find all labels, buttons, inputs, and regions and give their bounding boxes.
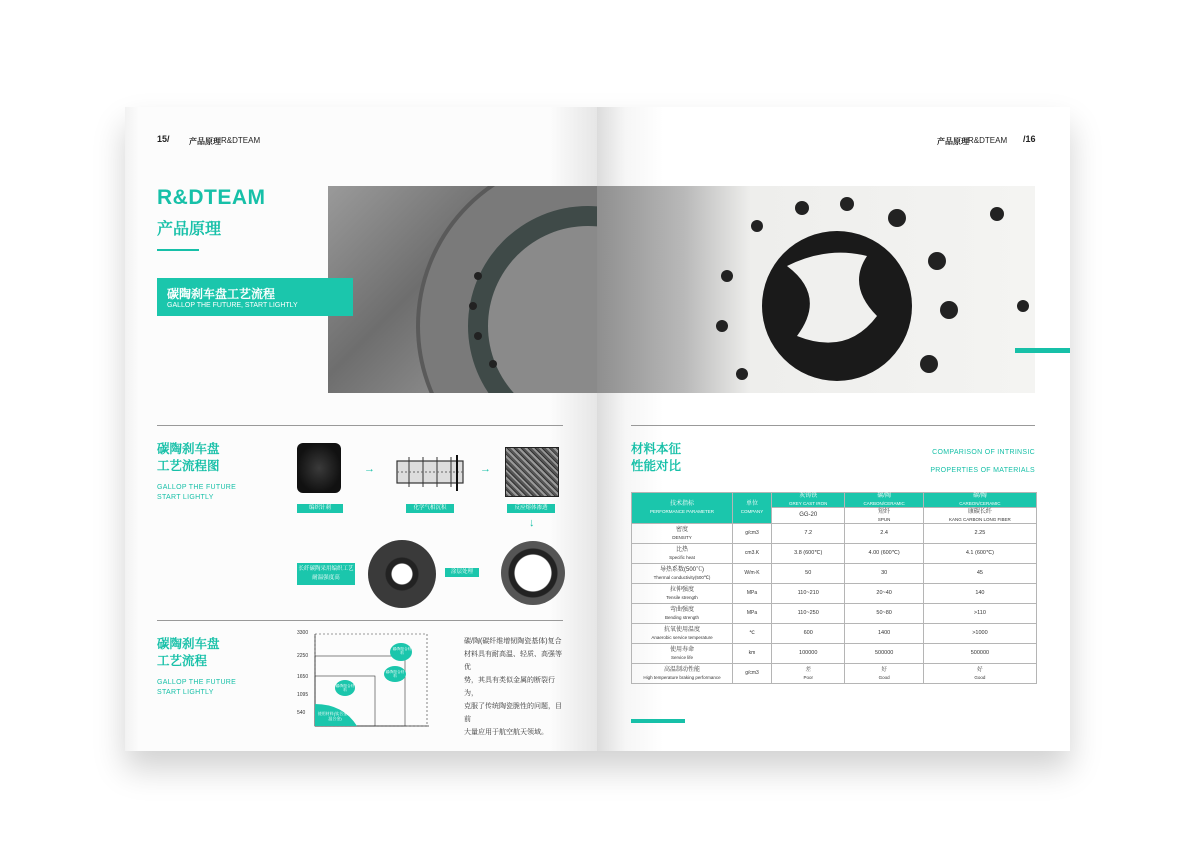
param-cell (632, 624, 733, 644)
header-col-cn: 碳/陶 (877, 493, 891, 499)
value-cell: 20~40 (845, 584, 923, 604)
value-cell: >1000 (923, 624, 1036, 644)
value-cn: 好 (881, 666, 887, 673)
header-param-cn: 技术指标 (669, 501, 694, 507)
unit-cell: g/cm3 (733, 664, 772, 684)
param-cell (632, 604, 733, 624)
value-cell: 110~210 (772, 584, 845, 604)
composite-block-image (505, 447, 559, 497)
table-row (632, 624, 1037, 644)
page-number: 15/ (157, 134, 170, 144)
y-tick: 540 (297, 710, 306, 716)
table-row (632, 604, 1037, 624)
label-material: 使用材料(钛合金/高温合金) (317, 711, 353, 721)
section1-title-line1: 碳陶刹车盘 (157, 442, 220, 456)
step-1-tag: 编织针刺 (297, 504, 343, 513)
param-en: Thermal conductivity(500℃) (653, 574, 711, 580)
unit-cell: ℃ (733, 624, 772, 644)
body-line: 碳/陶(碳纤维增韧陶瓷基体)复合 (464, 638, 562, 645)
unit-cell: MPa (733, 604, 772, 624)
section2-title-line2: 工艺流程 (157, 654, 208, 668)
value-cell: 50 (772, 564, 845, 584)
value-cell (923, 664, 1036, 684)
header-en: R&DTEAM (221, 136, 261, 145)
arrow-icon: → (480, 463, 491, 475)
param-cn: 密度 (675, 526, 688, 533)
title-cn: 产品原理 (157, 221, 222, 238)
param-cn: 高温制动性能 (663, 666, 700, 673)
value-en: Poor (803, 674, 813, 680)
unit-cell: g/cm3 (733, 524, 772, 544)
param-cell (632, 564, 733, 584)
unit-cell: W/m·K (733, 564, 772, 584)
param-cn: 弯曲强度 (669, 606, 694, 613)
comparison-en-line2: PROPERTIES OF MATERIALS (930, 467, 1035, 474)
bottom-accent-bar (631, 719, 685, 723)
body-line: 势，其具有类似金属的断裂行为， (464, 677, 555, 697)
comparison-title-line1: 材料本征 (631, 442, 682, 456)
header-unit-cn: 单位 (745, 501, 758, 507)
comparison-en-line1: COMPARISON OF INTRINSIC (932, 449, 1035, 456)
header-en: R&DTEAM (968, 136, 1008, 145)
value-cell: 3.8 (600℃) (772, 544, 845, 564)
param-en: DENSITY (672, 534, 692, 540)
properties-table (631, 492, 1037, 684)
value-cell: 1400 (845, 624, 923, 644)
param-cn: 拉伸强度 (669, 586, 694, 593)
header-col (923, 493, 1036, 508)
title-en: R&DTEAM (157, 186, 266, 209)
param-cn: 抗氧使用温度 (663, 626, 700, 633)
param-cn: 比热 (675, 546, 688, 553)
header-col-en: CARBON/CERAMIC (959, 501, 1001, 506)
param-en: High temperature braking performance (643, 674, 721, 680)
y-tick: 1095 (297, 692, 309, 698)
divider (631, 425, 1035, 426)
param-cell (632, 544, 733, 564)
step-4-tag: 长纤碳陶采用编织工艺耐温强度高 (297, 563, 355, 585)
fiber-spool-image (297, 443, 341, 493)
value-cell: 30 (845, 564, 923, 584)
header-col (845, 493, 923, 508)
arrow-icon: → (364, 463, 375, 475)
section1-title-line2: 工艺流程图 (157, 459, 220, 473)
value-cell: 2.4 (845, 524, 923, 544)
banner-subtitle: GALLOP THE FUTURE, START LIGHTLY (167, 302, 298, 309)
value-cn: 好 (977, 666, 983, 673)
value-cell: 600 (772, 624, 845, 644)
value-cell (845, 664, 923, 684)
finished-disc-image (501, 541, 565, 605)
right-page (597, 107, 1070, 751)
value-cell: 50~80 (845, 604, 923, 624)
sub-col-cn: 康碳长纤 (967, 508, 992, 515)
value-cn: 差 (805, 666, 811, 673)
header-col-en: CARBON/CERAMIC (863, 501, 905, 506)
section2-en-line1: GALLOP THE FUTURE (157, 679, 237, 686)
table-header-row (632, 493, 1037, 508)
comparison-en (897, 444, 1035, 480)
value-en: Good (974, 674, 986, 680)
header-col-cn: 碳/陶 (973, 493, 987, 499)
step-3-tag: 反应熔体渗透 (507, 504, 555, 513)
unit-cell: cm3.K (733, 544, 772, 564)
sub-col-cn: GG-20 (799, 512, 818, 518)
page-number: /16 (1023, 134, 1036, 144)
comparison-title-line2: 性能对比 (631, 459, 682, 473)
comparison-title (631, 441, 681, 475)
accent-bar (1015, 348, 1070, 353)
temperature-diagram (297, 630, 433, 730)
section2-en (157, 678, 236, 698)
banner-title: 碳陶刹车盘工艺流程 (167, 287, 276, 301)
process-banner (157, 278, 353, 316)
sub-col-en: SPUN (877, 516, 891, 522)
sub-col (772, 508, 845, 524)
header-col (772, 493, 845, 508)
value-cell: 500000 (845, 644, 923, 664)
sub-col-cn: 短纤 (878, 508, 891, 515)
cvd-furnace-image (395, 453, 467, 493)
body-line: 大量应用于航空航天领域。 (464, 729, 548, 736)
body-line: 克服了传统陶瓷脆性的问题，目前 (464, 703, 562, 723)
value-cell: 4.00 (600℃) (845, 544, 923, 564)
value-cell: 100000 (772, 644, 845, 664)
param-cn: 使用寿命 (669, 646, 694, 653)
y-tick: 3300 (297, 630, 309, 636)
brake-disc-photo-right (597, 186, 1035, 393)
header-cn: 产品原理 (937, 137, 969, 146)
table-row (632, 524, 1037, 544)
brochure-spread (125, 107, 1070, 751)
arrow-down-icon: ↓ (529, 517, 535, 529)
label-composite: 碳/陶复合材料 (335, 684, 355, 692)
header-col-en: GREY CAST IRON (789, 501, 828, 506)
y-tick: 2250 (297, 653, 309, 659)
step-2-tag: 化学气相沉积 (406, 504, 454, 513)
param-cell (632, 664, 733, 684)
step-5-tag: 涂层处理 (445, 568, 479, 577)
param-cn: 导热系数(500℃) (659, 566, 704, 573)
param-en: Anaerobic service temperature (651, 634, 713, 640)
section1-en-line1: GALLOP THE FUTURE (157, 484, 237, 491)
header-cn: 产品原理 (189, 137, 221, 146)
left-page (125, 107, 597, 751)
param-en: Tensile strength (666, 594, 698, 600)
section2-en-line2: START LIGHTLY (157, 689, 214, 696)
section2-title-line1: 碳陶刹车盘 (157, 637, 220, 651)
unit-cell: km (733, 644, 772, 664)
section1-en-line2: START LIGHTLY (157, 494, 214, 501)
brake-disc-photo-left (328, 186, 597, 393)
value-cell: 110~250 (772, 604, 845, 624)
value-cell: 45 (923, 564, 1036, 584)
sub-col-en: KANG CARBON LONG FIBER (949, 516, 1011, 522)
table-row (632, 564, 1037, 584)
table-row (632, 544, 1037, 564)
param-cell (632, 584, 733, 604)
label-cc: 碳/陶复合材料 (385, 670, 405, 678)
value-cell: 4.1 (600℃) (923, 544, 1036, 564)
title-underline (157, 249, 199, 251)
section1-title (157, 441, 220, 475)
param-cell (632, 644, 733, 664)
coated-disc-image (368, 540, 436, 608)
value-cell: >110 (923, 604, 1036, 624)
table-body (632, 524, 1037, 684)
param-en: Bending strength (664, 614, 700, 620)
header-unit (733, 493, 772, 524)
param-cell (632, 524, 733, 544)
value-cell: 2.25 (923, 524, 1036, 544)
section2-title (157, 636, 220, 670)
header-unit-en: COMPANY (740, 509, 764, 514)
sub-col (923, 508, 1036, 524)
value-cell (772, 664, 845, 684)
y-tick: 1650 (297, 674, 309, 680)
label-ccc: 碳/陶复合材料 (392, 647, 412, 655)
section2-body (464, 635, 568, 739)
header-param (632, 493, 733, 524)
unit-cell: MPa (733, 584, 772, 604)
value-cell: 140 (923, 584, 1036, 604)
body-line: 材料具有耐高温、轻质、高强等优 (464, 651, 562, 671)
divider (157, 620, 563, 621)
value-en: Good (878, 674, 890, 680)
table-row (632, 584, 1037, 604)
param-en: Specific heat (669, 554, 695, 560)
divider (157, 425, 563, 426)
sub-col (845, 508, 923, 524)
value-cell: 7.2 (772, 524, 845, 544)
section1-en (157, 483, 236, 503)
table-row (632, 664, 1037, 684)
header-param-en: PERFORMANCE PARAMETER (650, 509, 714, 514)
table-row (632, 644, 1037, 664)
value-cell: 500000 (923, 644, 1036, 664)
header-col-cn: 灰铸铁 (799, 493, 818, 499)
param-en: Service life (670, 654, 693, 660)
